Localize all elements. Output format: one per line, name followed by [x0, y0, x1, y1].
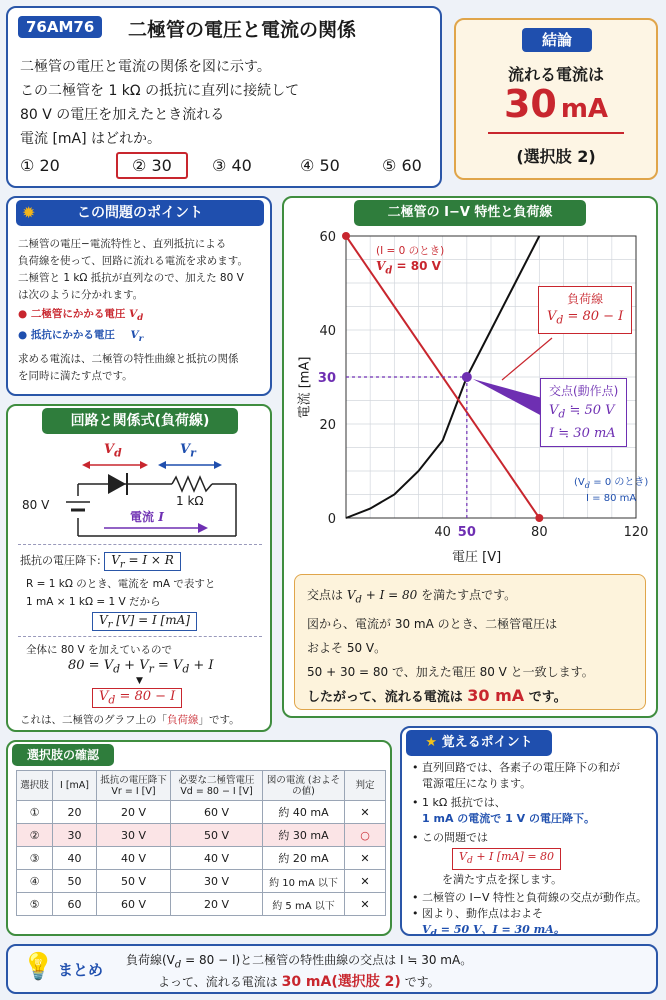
choice-list	[20, 152, 440, 182]
table-row: ③ 40 40 V 40 V 約 20 mA ✕	[17, 847, 386, 870]
conclusion-lead: 流れる電流は	[507, 65, 604, 84]
drop-label: 抵抗の電圧降下: $V_r = I \times R$	[20, 552, 181, 571]
explain-4: 50 + 30 = 80 で、加えた電圧 80 V と一致します。	[307, 665, 594, 680]
point-text-6: を同時に満たす点です。	[18, 370, 133, 383]
table-row: ⑤ 60 60 V 20 V 約 5 mA 以下 ✕	[17, 893, 386, 916]
y-tick-label: 20	[319, 418, 336, 433]
circuit-text-3: 全体に 80 V を加えているので	[26, 644, 173, 656]
point-bullet-resistor: ● 抵抗にかかる電圧 $V_r$	[18, 329, 144, 345]
col-header-judge: 判定	[345, 771, 386, 801]
explanation-box	[294, 574, 646, 710]
equation-sum: $80 = V_d + V_r = V_d + I$	[68, 658, 214, 676]
choice-3[interactable]: ③ 40	[212, 156, 252, 175]
memo-item-4: • 二極管の I−V 特性と負荷線の交点が動作点。	[412, 890, 654, 906]
circuit-text-4: これは、二極管のグラフ上の「負荷線」です。	[20, 714, 240, 726]
circuit-diagram	[8, 436, 270, 542]
load-line-endpoint-top	[342, 232, 350, 240]
equation-vr: $V_r$ [V] = I [mA]	[92, 612, 197, 631]
x-tick-label: 80	[531, 525, 548, 540]
x-axis-label: 電圧 [V]	[452, 550, 502, 565]
operating-point-callout: 交点(動作点) $V_d$ ≒ 50 V I ≒ 30 mA	[540, 378, 627, 447]
table-row: ④ 50 50 V 30 V 約 10 mA 以下 ✕	[17, 870, 386, 893]
point-bullet-diode: ● 二極管にかかる電圧 $V_d$	[18, 308, 144, 324]
resistor-label: 1 kΩ	[176, 494, 204, 508]
circuit-text-1: R = 1 kΩ のとき、電流を mA で表すと	[26, 578, 216, 590]
x-tick-label: 120	[623, 525, 649, 540]
load-callout-pointer	[502, 338, 552, 380]
choices-table	[16, 770, 386, 916]
explain-1: 交点は $V_d + I = 80$ を満たす点です。	[307, 588, 517, 606]
choice-2[interactable]: ② 30	[116, 152, 188, 179]
circuit-panel	[6, 404, 272, 732]
memo-item-2: • 1 kΩ 抵抗では、 1 mA の電流で 1 V の電圧降下。	[412, 795, 654, 827]
problem-text-1: 二極管の電圧と電流の関係を図に示す。	[20, 59, 271, 75]
col-header-graph: 図の電流 (およその値)	[263, 771, 345, 801]
vd-label: $V_d$	[104, 442, 122, 460]
problem-id-badge: 76AM76	[18, 16, 102, 38]
lightbulb-icon: ✹	[22, 203, 36, 222]
divider	[18, 544, 262, 545]
point-text-4: は次のように分かれます。	[18, 289, 144, 301]
circuit-header: 回路と関係式(負荷線)	[42, 408, 238, 434]
choice-1[interactable]: ① 20	[20, 156, 60, 175]
load-line-callout: 負荷線 $V_d = 80 - I$	[538, 286, 632, 334]
source-label: 80 V	[22, 498, 50, 512]
x-tick-label: 40	[434, 525, 451, 540]
choice-5[interactable]: ⑤ 60	[382, 156, 422, 175]
problem-text-4: 電流 [mA] はどれか。	[20, 131, 162, 147]
col-header-choice: 選択肢	[17, 771, 53, 801]
memo-panel	[400, 726, 658, 940]
point-text-3: 二極管と 1 kΩ 抵抗が直列なので、加えた 80 V	[18, 272, 244, 284]
star-icon: ★	[425, 735, 442, 750]
col-header-vd: 必要な二極管電圧 Vd = 80 − I [V]	[171, 771, 263, 801]
diode-symbol	[108, 474, 126, 494]
bulb-icon: 💡	[22, 952, 55, 982]
summary-line-2: よって、流れる電流は 30 mA(選択肢 2) です。	[158, 974, 440, 990]
explain-3: およそ 50 V。	[307, 641, 387, 656]
vr-label: $V_r$	[180, 442, 196, 460]
explain-2: 図から、電流が 30 mA のとき、二極管電圧は	[307, 617, 558, 632]
point-text-2: 負荷線を使って、回路に流れる電流を求めます。	[18, 255, 248, 267]
memo-item-3: • この問題では $V_d + I$ [mA] = 80 を満たす点を探します。	[412, 830, 654, 888]
conclusion-underline	[488, 132, 624, 134]
y-tick-label: 30	[317, 371, 336, 386]
summary-title: まとめ	[58, 961, 104, 979]
point-text-5: 求める電流は、二極管の特性曲線と抵抗の関係	[18, 353, 239, 366]
point-text-1: 二極管の電圧−電流特性と、直列抵抗による	[18, 238, 227, 250]
memo-header: ★ 覚えるポイント	[406, 730, 552, 756]
x-tick-label: 50	[457, 525, 476, 540]
conclusion-value: 30 mA	[503, 82, 609, 126]
operating-point-marker	[462, 372, 472, 382]
memo-item-1: • 直列回路では、各素子の電圧降下の和が 電源電圧になります。	[412, 760, 654, 792]
choice-4[interactable]: ④ 50	[300, 156, 340, 175]
problem-text-2: この二極管を 1 kΩ の抵抗に直列に接続して	[20, 83, 300, 99]
point-header: ✹ この問題のポイント	[16, 200, 264, 226]
equation-load-line: $V_d = 80 - I$	[92, 688, 182, 708]
annotation-v-zero: ($V_d = 0$ のとき) I = 80 mA	[574, 477, 649, 504]
table-row-correct: ② 30 30 V 50 V 約 30 mA ○	[17, 824, 386, 847]
col-header-i: I [mA]	[53, 771, 97, 801]
circuit-text-2: 1 mA × 1 kΩ = 1 V だから	[26, 596, 161, 608]
operating-callout-pointer	[473, 379, 542, 416]
y-tick-label: 40	[319, 324, 336, 339]
problem-title: 二極管の電圧と電流の関係	[128, 19, 357, 41]
summary-panel	[6, 944, 658, 994]
choices-table-panel	[6, 740, 392, 936]
divider-2	[18, 636, 262, 637]
memo-item-5: • 図より、動作点はおよそ $V_d = 50$ V、I = 30 mA。	[412, 906, 654, 942]
chart-panel	[282, 196, 658, 718]
conclusion-choice: (選択肢 2)	[516, 147, 596, 166]
annotation-i-zero: (I = 0 のとき) $V_d = 80$ V	[376, 245, 445, 277]
conclusion-panel	[454, 18, 658, 180]
y-tick-label: 0	[327, 512, 336, 527]
y-axis-label: 電流 [mA]	[297, 356, 313, 419]
conclusion-badge: 結論	[522, 28, 592, 52]
summary-line-1: 負荷線$(V_d = 80 - I)$と二極管の特性曲線の交点は I ≒ 30 mA。	[126, 953, 473, 971]
point-panel	[6, 196, 272, 396]
explain-5: したがって、流れる電流は 30 mA です。	[307, 686, 567, 706]
y-tick-label: 60	[319, 230, 336, 245]
col-header-vr: 抵抗の電圧降下 Vr = I [V]	[97, 771, 171, 801]
problem-panel	[6, 6, 442, 188]
problem-text-3: 80 V の電圧を加えたとき流れる	[20, 107, 225, 123]
table-header: 選択肢の確認	[12, 744, 114, 766]
down-arrow-icon: ▼	[136, 676, 143, 686]
current-label: 電流 I	[130, 510, 164, 524]
chart-header: 二極管の I−V 特性と負荷線	[354, 200, 586, 226]
table-row: ① 20 20 V 60 V 約 40 mA ✕	[17, 801, 386, 824]
load-line-endpoint-bottom	[535, 514, 543, 522]
